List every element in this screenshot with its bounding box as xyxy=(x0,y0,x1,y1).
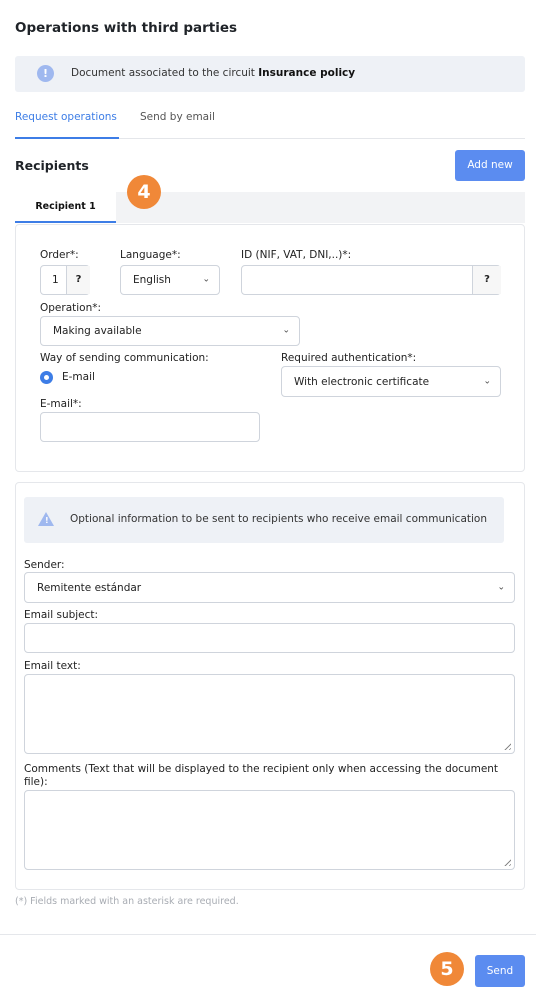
recipient-tabs xyxy=(15,192,525,223)
id-label: ID (NIF, VAT, DNI,..)*: xyxy=(241,249,352,261)
info-icon: ! xyxy=(37,65,54,82)
chevron-down-icon: ⌄ xyxy=(497,582,505,592)
order-label: Order*: xyxy=(40,249,79,261)
language-select[interactable] xyxy=(120,265,220,295)
order-field xyxy=(40,265,90,295)
email-text-label: Email text: xyxy=(24,660,81,672)
operation-label: Operation*: xyxy=(40,302,102,314)
sender-select[interactable] xyxy=(24,572,515,603)
add-new-button[interactable]: Add new xyxy=(455,150,525,181)
warning-mark: ! xyxy=(45,516,49,525)
authentication-label: Required authentication*: xyxy=(281,352,417,364)
optional-info-card xyxy=(15,482,525,890)
warning-banner xyxy=(24,497,504,543)
authentication-select[interactable] xyxy=(281,366,501,397)
footer-divider xyxy=(0,934,536,935)
id-help-button[interactable]: ? xyxy=(472,266,501,294)
step-4-badge: 4 xyxy=(127,175,161,209)
info-text xyxy=(71,67,355,79)
page-title: Operations with third parties xyxy=(15,20,238,36)
sender-label: Sender: xyxy=(24,559,65,571)
email-subject-input[interactable] xyxy=(24,623,515,653)
tab-bar xyxy=(15,108,525,139)
way-of-sending-label: Way of sending communication: xyxy=(40,352,209,364)
resize-handle-icon[interactable] xyxy=(502,857,511,866)
send-button[interactable]: Send xyxy=(475,955,525,987)
chevron-down-icon: ⌄ xyxy=(282,325,290,336)
email-text-textarea[interactable] xyxy=(24,674,515,754)
email-input[interactable] xyxy=(40,412,260,442)
operation-select[interactable] xyxy=(40,316,300,346)
comments-label-line-2: file): xyxy=(24,776,48,788)
language-label: Language*: xyxy=(120,249,181,261)
language-value: English xyxy=(133,274,171,286)
tab-request-operations[interactable]: Request operations xyxy=(15,111,117,123)
comments-textarea[interactable] xyxy=(24,790,515,870)
email-label: E-mail*: xyxy=(40,398,82,410)
active-tab-indicator xyxy=(15,137,119,139)
order-help-button[interactable]: ? xyxy=(66,266,90,294)
authentication-value: With electronic certificate xyxy=(294,375,430,388)
required-fields-note: (*) Fields marked with an asterisk are required. xyxy=(15,896,239,907)
id-field xyxy=(241,265,501,295)
chevron-down-icon: ⌄ xyxy=(483,376,491,386)
recipient-card xyxy=(15,224,525,472)
comments-label xyxy=(24,763,519,789)
tab-send-by-email[interactable]: Send by email xyxy=(140,111,215,123)
operation-value: Making available xyxy=(53,325,142,337)
email-radio-label: E-mail xyxy=(62,371,95,383)
order-input[interactable]: 1 xyxy=(52,274,59,286)
info-prefix: Document associated to the circuit xyxy=(71,67,259,79)
tab-recipient-1[interactable]: Recipient 1 xyxy=(15,192,116,223)
comments-label-line-1: Comments (Text that will be displayed to the recipient only when accessing the document xyxy=(24,763,499,775)
sender-value: Remitente estándar xyxy=(37,581,142,594)
resize-handle-icon[interactable] xyxy=(502,741,511,750)
info-banner xyxy=(15,56,525,92)
id-input[interactable] xyxy=(242,266,472,294)
step-5-badge: 5 xyxy=(430,952,464,986)
chevron-down-icon: ⌄ xyxy=(202,274,210,285)
email-radio[interactable] xyxy=(40,371,53,384)
warning-text: Optional information to be sent to recipients who receive email communication xyxy=(70,513,487,525)
circuit-name: Insurance policy xyxy=(258,67,356,79)
recipients-title: Recipients xyxy=(15,158,89,173)
email-subject-label: Email subject: xyxy=(24,609,99,621)
